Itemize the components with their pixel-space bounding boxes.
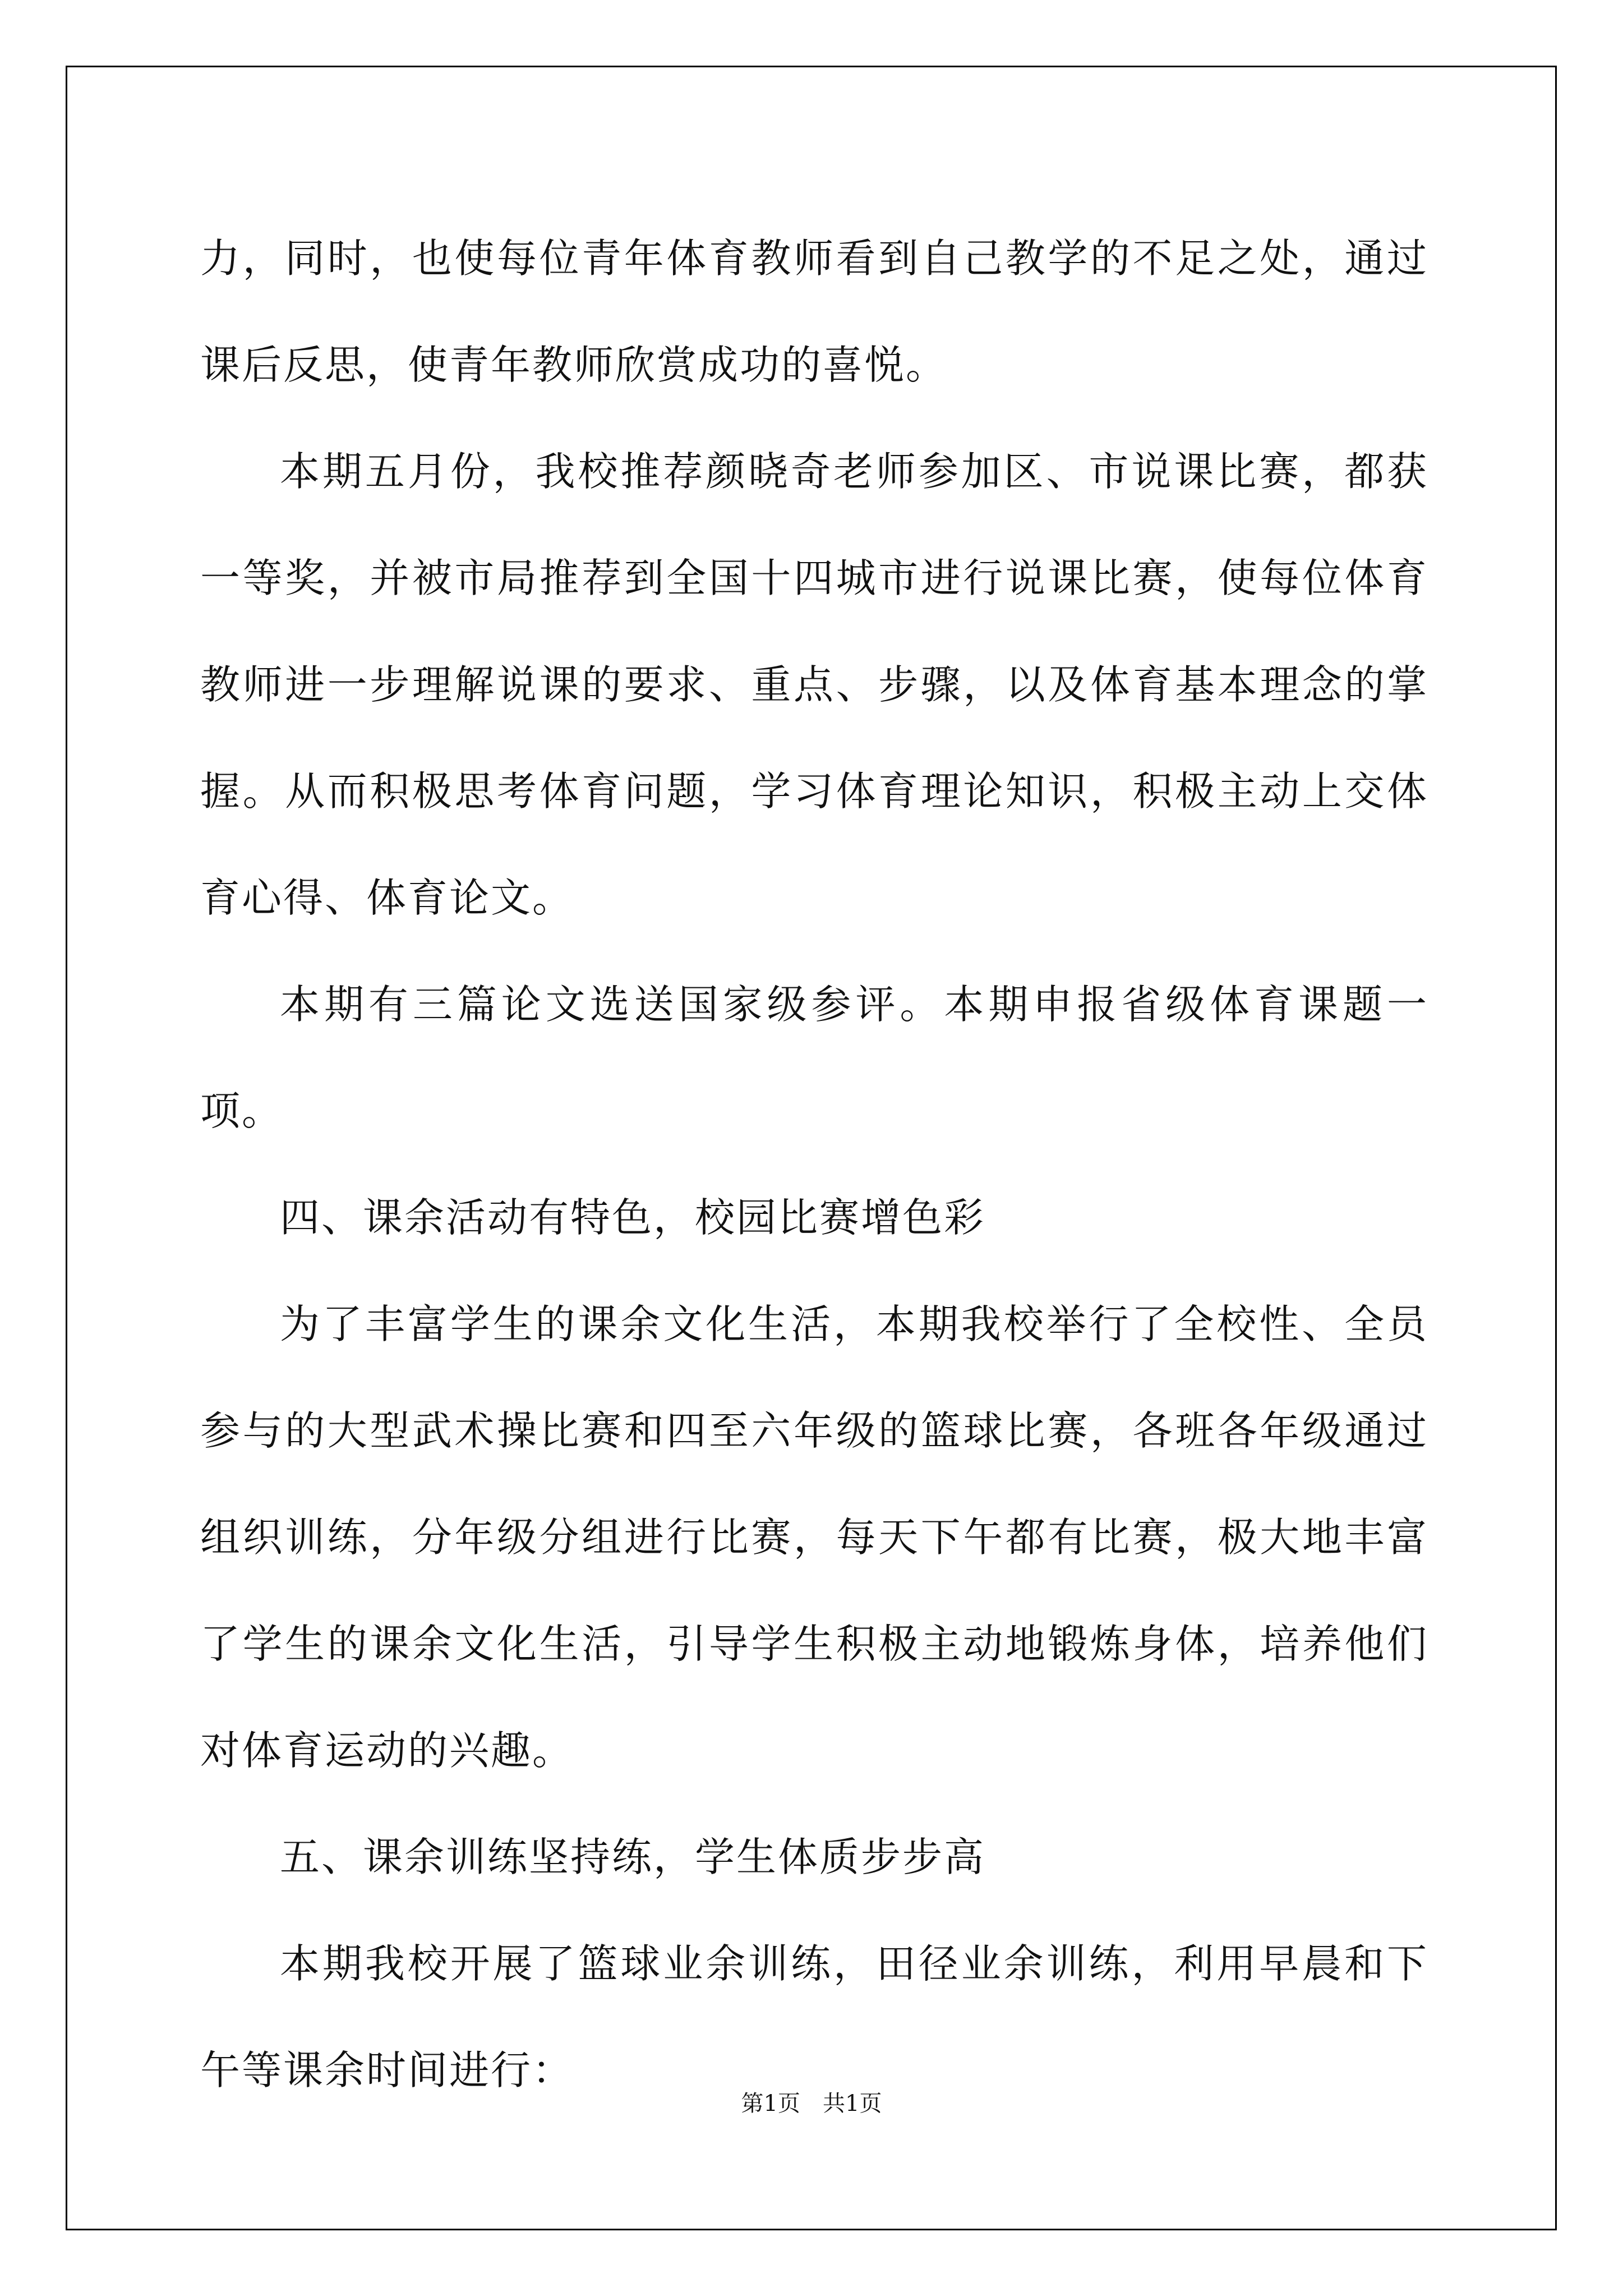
section-heading: 四、课余活动有特色，校园比赛增色彩: [280, 1194, 986, 1241]
paragraph: 为了丰富学生的课余文化生活，本期我校举行了全校性、全员参与的大型武术操比赛和四至六年级的篮球比赛，各班各年级通过组织训练，分年级分组进行比赛，每天下午都有比赛，极大地丰富了学生的课余文化生活，引导学生积极主动地锻炼身体，培养他们对体育运动的兴趣。: [200, 1301, 1428, 1774]
page-number-current: 第1页: [741, 2091, 800, 2116]
paragraph: 力，同时，也使每位青年体育教师看到自己教学的不足之处，通过课后反思，使青年教师欣赏成功的喜悦。: [200, 235, 1428, 388]
paragraph: 本期有三篇论文选送国家级参评。本期申报省级体育课题一项。: [200, 981, 1428, 1134]
section-heading: 五、课余训练坚持练，学生体质步步高: [280, 1834, 986, 1880]
paragraph: 本期五月份，我校推荐颜晓奇老师参加区、市说课比赛，都获一等奖，并被市局推荐到全国十四城市进行说课比赛，使每位体育教师进一步理解说课的要求、重点、步骤，以及体育基本理念的掌握。从而积极思考体育问题，学习体育理论知识，积极主动上交体育心得、体育论文。: [200, 448, 1428, 921]
page-number-total: 共1页: [823, 2091, 882, 2116]
page-footer: [0, 2086, 1623, 2118]
document-body: [200, 205, 1428, 2124]
paragraph: 本期我校开展了篮球业余训练，田径业余训练，利用早晨和下午等课余时间进行：: [200, 1940, 1428, 2093]
